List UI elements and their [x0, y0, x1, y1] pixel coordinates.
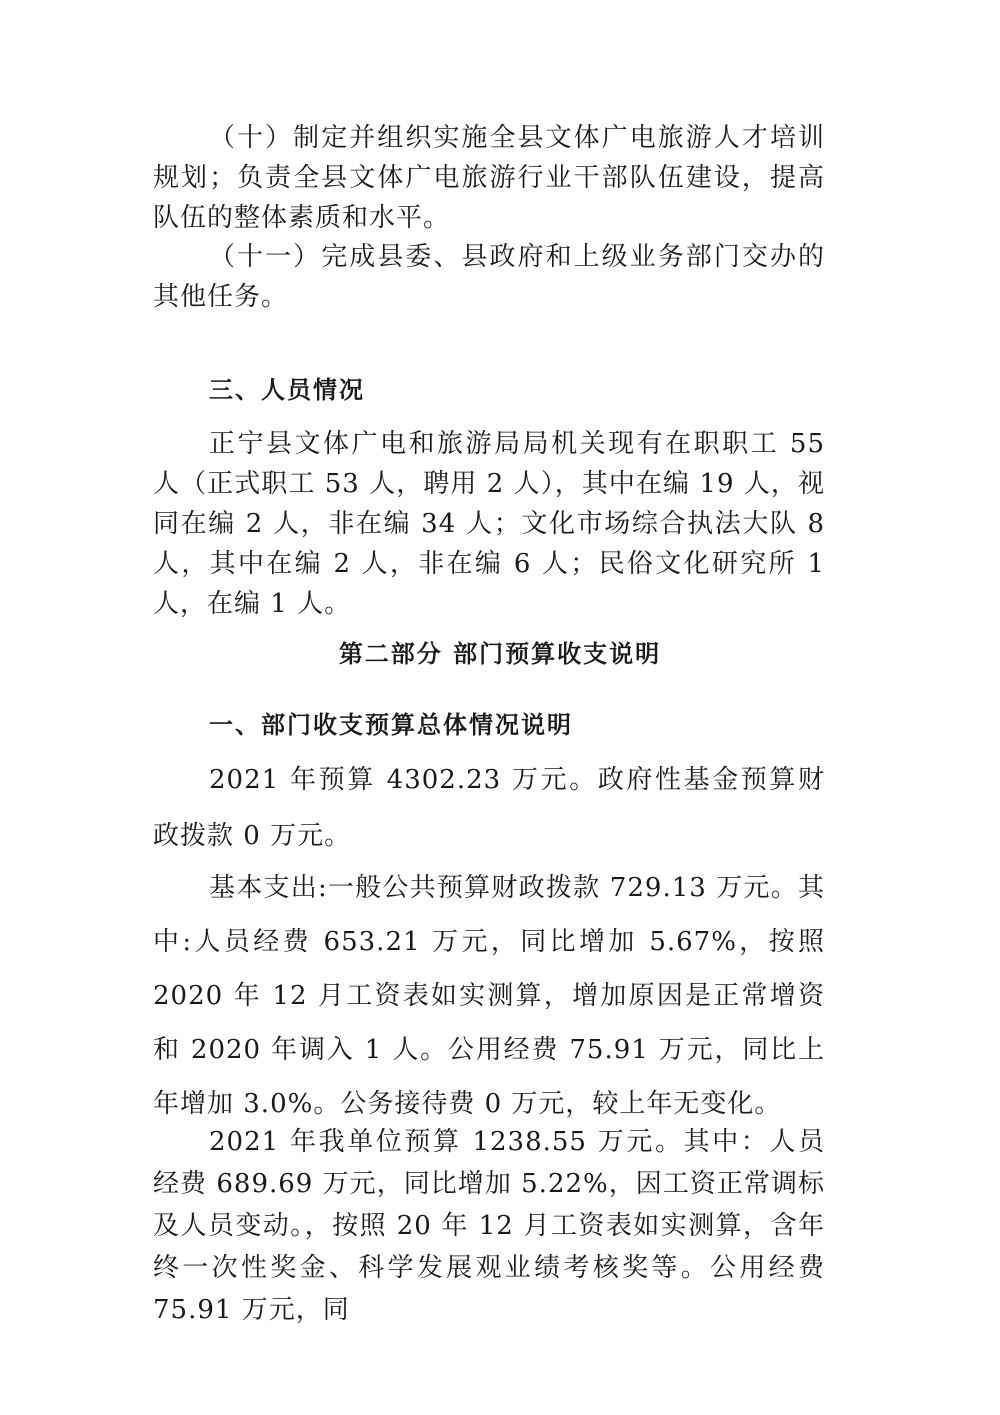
paragraph-item-eleven: （十一）完成县委、县政府和上级业务部门交办的其他任务。 [153, 242, 825, 312]
paragraph-item-ten: （十）制定并组织实施全县文体广电旅游人才培训规划；负责全县文体广电旅游行业干部队伍建设，提高队伍的整体素质和水平。 [153, 123, 825, 233]
section-heading-staff: 三、人员情况 [209, 376, 365, 404]
paragraph-staff-situation: 正宁县文体广电和旅游局局机关现有在职职工 55 人（正式职工 53 人，聘用 2 人），其中在编 19 人，视同在编 2 人，非在编 34 人；文化市场综合执法大队 8 人，其中在编 2 人，非在编 6 人；民俗文化研究所 1 人，在编 1 人。 [153, 429, 825, 619]
paragraph-unit-budget: 2021 年我单位预算 1238.55 万元。其中：人员经费 689.69 万元，同比增加 5.22%，因工资正常调标及人员变动。，按照 20 年 12 月工资表如实测算，含年终一次性奖金、科学发展观业绩考核奖等。公用经费 75.91 万元，同 [153, 1127, 825, 1325]
paragraph-basic-expense: 基本支出:一般公共预算财政拨款 729.13 万元。其中:人员经费 653.21 万元，同比增加 5.67%，按照 2020 年 12 月工资表如实测算，增加原因是正常增资和 2020 年调入 1 人。公用经费 75.91 万元，同比上年增加 3.0%。公务接待费 0 万元，较上年无变化。 [153, 873, 825, 1119]
part-two-title: 第二部分 部门预算收支说明 [338, 640, 662, 668]
section-heading-budget-overview: 一、部门收支预算总体情况说明 [209, 711, 573, 739]
paragraph-budget-total: 2021 年预算 4302.23 万元。政府性基金预算财政拨款 0 万元。 [153, 765, 825, 851]
